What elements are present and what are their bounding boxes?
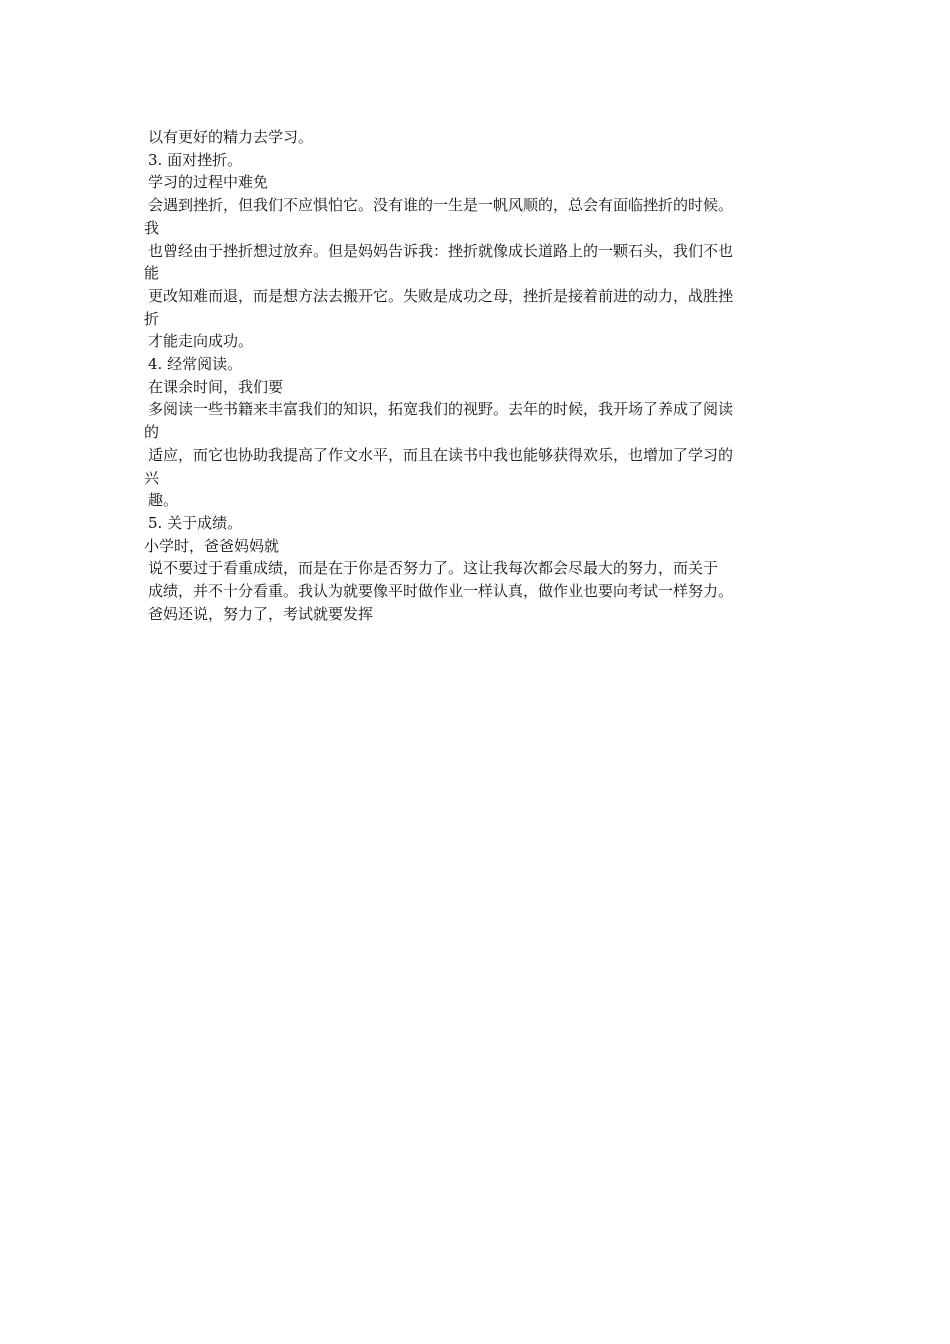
- text-line: 在课余时间，我们要: [148, 377, 284, 396]
- text-line: 才能走向成功。: [148, 332, 254, 351]
- text-line: 爸妈还说，努力了，考试就要发挥: [148, 604, 374, 623]
- text-line: 折: [144, 309, 160, 328]
- document-body: [144, 126, 814, 625]
- text-line: 趣。: [148, 491, 179, 510]
- text-line: 多阅读一些书籍来丰富我们的知识，拓宽我们的视野。去年的时候，我开场了养成了阅读: [148, 400, 734, 419]
- text-line: 兴: [144, 468, 160, 487]
- text-line: 会遇到挫折，但我们不应惧怕它。没有谁的一生是一帆风顺的，总会有面临挫折的时候。: [148, 196, 734, 215]
- text-line: 也曾经由于挫折想过放弃。但是妈妈告诉我：挫折就像成长道路上的一颗石头，我们不也: [148, 241, 734, 260]
- text-line: 适应，而它也协助我提高了作文水平，而且在读书中我也能够获得欢乐，也增加了学习的: [148, 445, 734, 464]
- text-line: 学习的过程中难免: [148, 173, 269, 192]
- section-heading: 4. 经常阅读。: [148, 355, 243, 374]
- text-line: 说不要过于看重成绩，而是在于你是否努力了。这让我每次都会尽最大的努力，而关于: [148, 559, 719, 578]
- text-line: 我: [144, 218, 160, 237]
- text-line: 小学时，爸爸妈妈就: [144, 536, 280, 555]
- text-line: 能: [144, 264, 160, 283]
- text-line: 以有更好的精力去学习。: [148, 128, 314, 146]
- text-line: 的: [144, 423, 160, 442]
- text-line: 成绩，并不十分看重。我认为就要像平时做作业一样认真，做作业也要向考试一样努力。: [148, 582, 734, 601]
- section-heading: 5. 关于成绩。: [148, 513, 243, 532]
- text-line: 更改知难而退，而是想方法去搬开它。失败是成功之母，挫折是接着前进的动力，战胜挫: [148, 286, 734, 305]
- section-heading: 3. 面对挫折。: [148, 150, 243, 169]
